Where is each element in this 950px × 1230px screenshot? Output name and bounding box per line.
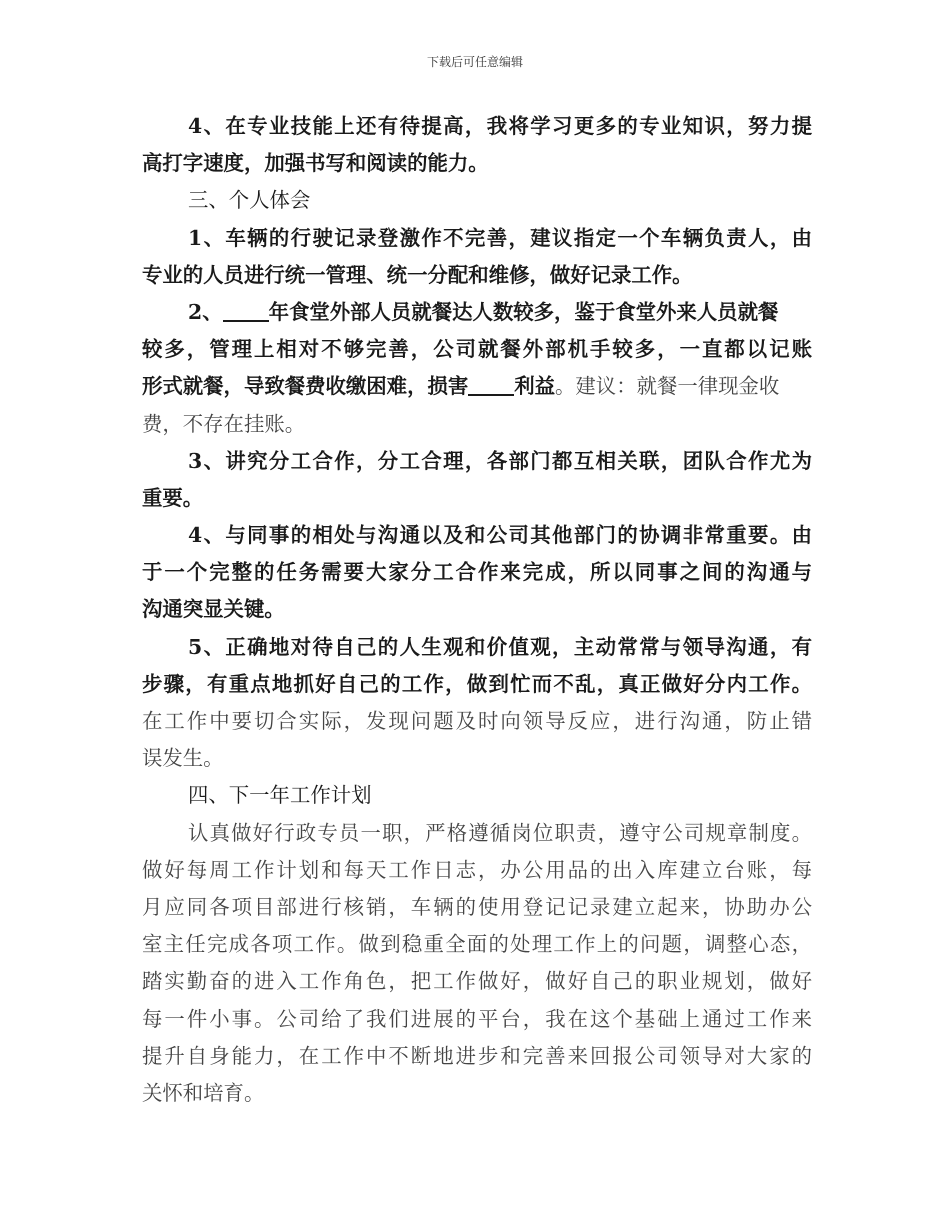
text-line: 做好每周工作计划和每天工作日志，办公用品的出入库建立台账，每 — [142, 857, 812, 882]
text-line: 4、在专业技能上还有待提高，我将学习更多的专业知识，努力提 — [188, 114, 812, 138]
text-span: 年食堂外部人员就餐达人数较多，鉴于食堂外来人员就餐 — [268, 299, 779, 324]
page-header: 下载后可任意编辑 — [426, 55, 523, 69]
text-span: 形式就餐，导致餐费收缴困难，损害 — [142, 374, 469, 399]
text-line: 高打字速度，加强书写和阅读的能力。 — [142, 151, 489, 176]
text-line: 误发生。 — [142, 746, 224, 771]
fill-in-blank — [468, 372, 514, 396]
text-line: 4、与同事的相处与沟通以及和公司其他部门的协调非常重要。由 — [188, 523, 812, 548]
text-line: 室主任完成各项工作。做到稳重全面的处理工作上的问题，调整心态， — [142, 932, 812, 957]
text-line: 沟通突显关键。 — [142, 597, 285, 622]
text-line: 踏实勤奋的进入工作角色，把工作做好，做好自己的职业规划，做好 — [142, 969, 812, 994]
text-line — [142, 368, 812, 405]
text-line: 月应同各项目部进行核销，车辆的使用登记记录建立起来，协助办公 — [142, 894, 812, 919]
text-line: 重要。 — [142, 485, 204, 510]
text-line: 认真做好行政专员一职，严格遵循岗位职责，遵守公司规章制度。 — [188, 820, 812, 845]
section-heading: 四、下一年工作计划 — [188, 783, 372, 808]
text-line: 每一件小事。公司给了我们进展的平台，我在这个基础上通过工作来 — [142, 1006, 812, 1031]
text-line: 较多，管理上相对不够完善，公司就餐外部机手较多，一直都以记账 — [142, 337, 812, 362]
text-line: 5、正确地对待自己的人生观和价值观，主动常常与领导沟通，有 — [188, 634, 812, 659]
section-heading: 三、个人体会 — [188, 188, 311, 213]
text-span: 利益 — [514, 374, 556, 399]
text-line: 步骤，有重点地抓好自己的工作，做到忙而不乱，真正做好分内工作。 — [142, 671, 812, 696]
text-line: 关怀和培育。 — [142, 1080, 265, 1105]
text-span: 。建议：就餐一律现金收 — [555, 374, 780, 399]
text-line: 专业的人员进行统一管理、统一分配和维修，做好记录工作。 — [142, 262, 693, 287]
text-line: 于一个完整的任务需要大家分工合作来完成，所以同事之间的沟通与 — [142, 560, 812, 585]
text-line: 提升自身能力，在工作中不断地进步和完善来回报公司领导对大家的 — [142, 1043, 812, 1068]
fill-in-blank — [223, 298, 269, 322]
text-line: 在工作中要切合实际，发现问题及时向领导反应，进行沟通，防止错 — [142, 709, 812, 733]
text-line — [142, 294, 812, 331]
text-line: 3、讲究分工合作，分工合理，各部门都互相关联，团队合作尤为 — [188, 448, 812, 473]
text-span: 2、 — [188, 299, 223, 324]
document-body — [142, 108, 812, 1112]
text-line: 1、车辆的行驶记录登激作不完善，建议指定一个车辆负责人，由 — [188, 225, 812, 250]
text-line: 费，不存在挂账。 — [142, 411, 306, 436]
